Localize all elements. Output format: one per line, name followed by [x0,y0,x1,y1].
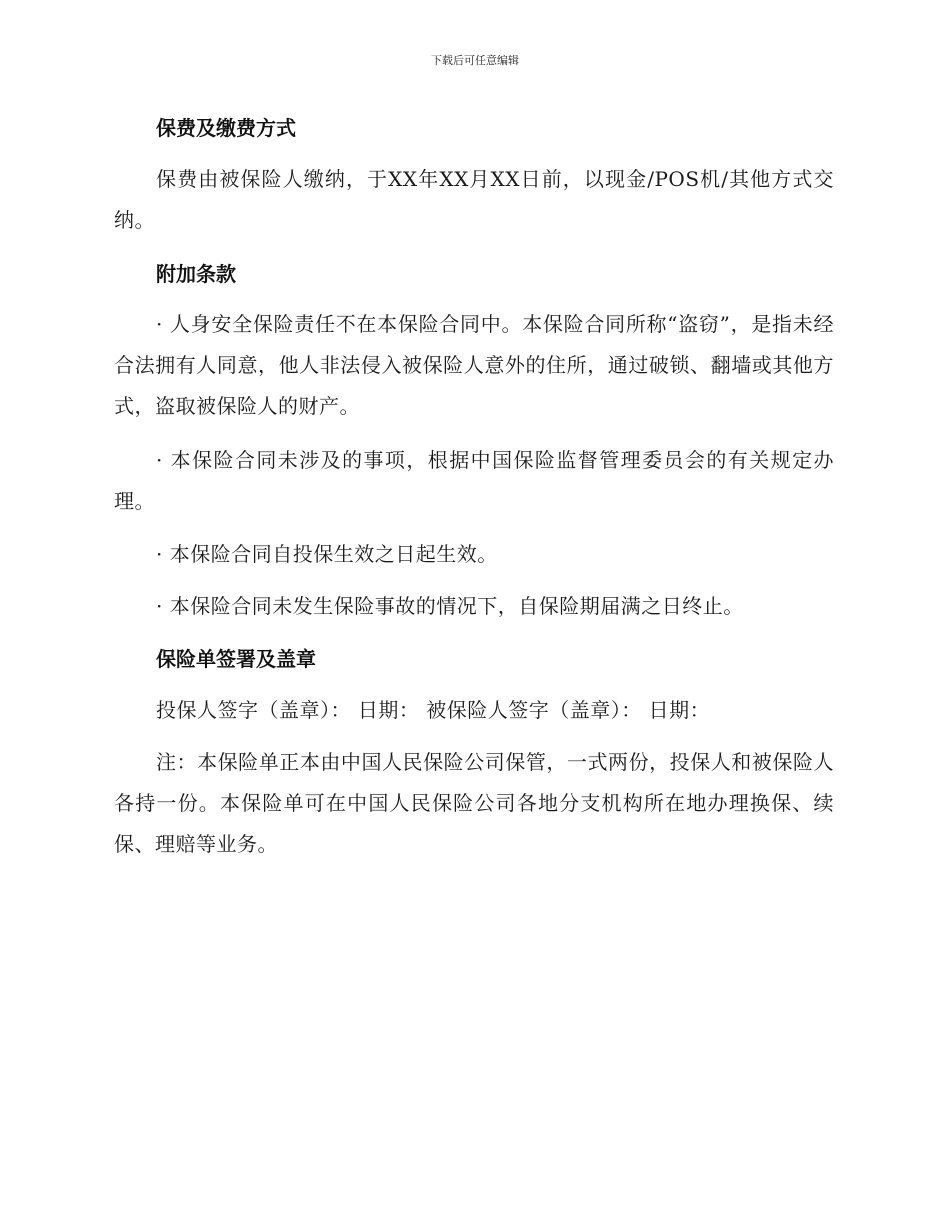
signature-line: 投保人签字（盖章）： 日期： 被保险人签字（盖章）： 日期： [156,698,711,722]
section-heading-signature: 保险单签署及盖章 [156,647,316,671]
section-heading-premium: 保费及缴费方式 [156,116,296,140]
page-header: 下载后可任意编辑 [431,54,519,67]
note-paragraph: 注：本保险单正本由中国人民保险公司保管，一式两份，投保人和被保险人各持一份。本保险单可在中国人民保险公司各地分支机构所在地办理换保、续保、理赔等业务。 [114,750,834,856]
clause-item: · 本保险合同未发生保险事故的情况下，自保险期届满之日终止。 [156,594,744,618]
clause-item: · 人身安全保险责任不在本保险合同中。本保险合同所称“盗窃”，是指未经合法拥有人同意，他人非法侵入被保险人意外的住所，通过破锁、翻墙或其他方式，盗取被保险人的财产。 [114,312,834,418]
section-heading-additional: 附加条款 [156,262,236,286]
clause-item: · 本保险合同未涉及的事项，根据中国保险监督管理委员会的有关规定办理。 [114,448,834,513]
clause-item: · 本保险合同自投保生效之日起生效。 [156,542,498,566]
premium-paragraph: 保费由被保险人缴纳，于XX年XX月XX日前，以现金/POS机/其他方式交纳。 [114,167,834,232]
